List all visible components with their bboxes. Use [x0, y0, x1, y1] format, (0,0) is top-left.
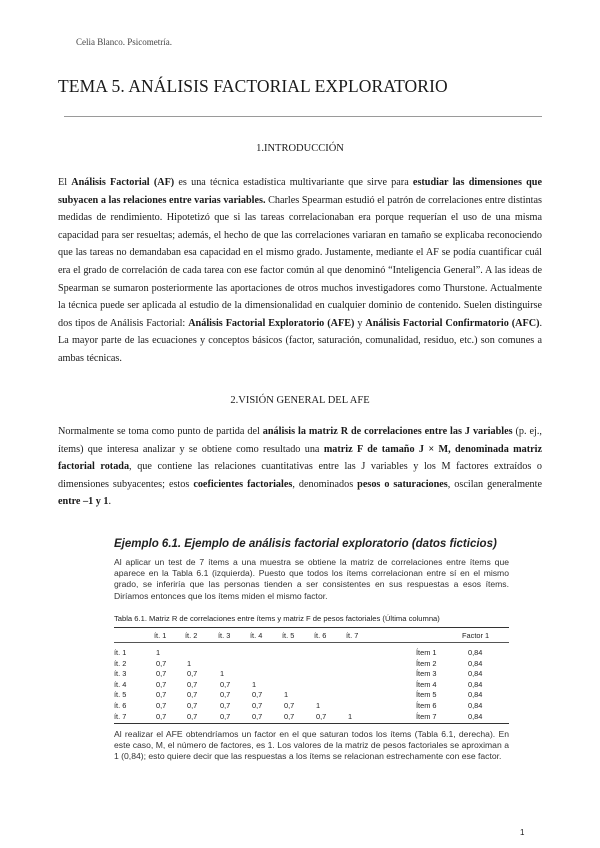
example-outro: Al realizar el AFE obtendríamos un factor en el que saturan todos los ítems (Tabla 6.1, derecha). En este caso, M, el número de factores, es 1. Los valores de la matriz de pesos factoriales se aproximan a 1 (0,84); esto quiere decir que las respuestas a los ítems se relacionan estrechamente con ese factor. — [114, 729, 509, 762]
loading-item-label: Ítem 5 — [416, 690, 437, 700]
table-row-label: ít. 4 — [114, 679, 127, 689]
table-top-rule — [114, 627, 509, 628]
table-cell: 0,7 — [220, 701, 231, 710]
table-cell: 0,7 — [187, 690, 198, 700]
table-cell: 1 — [252, 679, 257, 689]
loading-item-label: Ítem 6 — [416, 701, 437, 710]
table-cell: 0,7 — [187, 711, 198, 721]
loading-item-label: Ítem 2 — [416, 658, 437, 668]
table-col-header: ít. 3 — [218, 631, 231, 640]
table-cell: 0,7 — [187, 679, 198, 689]
table-col-header: ít. 5 — [282, 631, 295, 640]
table-row-label: ít. 7 — [114, 711, 127, 721]
table-cell: 0,7 — [156, 679, 167, 689]
table-row-label: ít. 6 — [114, 701, 127, 710]
table-cell: 0,7 — [156, 711, 167, 721]
table-cell: 0,7 — [252, 711, 263, 721]
table-cell: 1 — [348, 711, 353, 721]
loading-value: 0,84 — [468, 669, 483, 679]
table-col-header: ít. 1 — [154, 631, 167, 640]
table-cell: 0,7 — [220, 679, 231, 689]
table-bottom-rule — [114, 723, 509, 724]
table-row-label: ít. 3 — [114, 669, 127, 679]
text-run: Charles Spearman estudió el patrón de correlaciones entre distintas medidas de rendimiento. Hipotetizó que si las tareas correlacionaban era porque requerían el uso de una misma capacidad para ser resueltas; además, el hecho de que las correlaciones variaran en tamaño se explicaba reconociendo que las tareas no demandaban esa capacidad en el mismo grado. Justamente, mediante el AF se podía cuantificar cuál era el grado de correlación de cada tarea con ese factor común al que denominó “Inteligencia General”. A las ideas de Spearman se sumaron posteriormente las aportaciones de otros muchos investigadores como Thurstone. Actualmente la técnica puede ser aplicada al estudio de la dimensionalidad en cualquier dominio de contenido. Suelen distinguirse dos tipos de Análisis Factorial: — [58, 194, 542, 329]
table-col-header: ít. 7 — [346, 631, 359, 640]
table-row-label: ít. 2 — [114, 658, 127, 668]
header-note: Celia Blanco. Psicometría. — [76, 37, 172, 47]
table-cell: 0,7 — [187, 701, 198, 710]
table-cell: 0,7 — [284, 701, 295, 710]
bold-term: matriz F de tamaño J × M, denominada matriz factorial rotada — [58, 443, 542, 473]
table-row-label: ít. 5 — [114, 690, 127, 700]
text-run: Normalmente se toma como punto de partida del — [58, 426, 263, 437]
loading-value: 0,84 — [468, 679, 483, 689]
table-cell: 0,7 — [284, 711, 295, 721]
table-cell: 0,7 — [156, 658, 167, 668]
loading-value: 0,84 — [468, 701, 483, 710]
section-heading-vision-general: 2.VISIÓN GENERAL DEL AFE — [230, 395, 370, 406]
bold-term: coeficientes factoriales — [193, 478, 293, 490]
bold-term: estudiar las dimensiones que subyacen a las relaciones entre varias variables. — [58, 177, 542, 206]
loading-value: 0,84 — [468, 711, 483, 721]
text-run: y — [354, 317, 366, 329]
intro-paragraph — [58, 174, 542, 368]
text-run: . — [108, 496, 112, 508]
table-header-rule — [114, 642, 509, 643]
text-run: , denominados — [292, 478, 358, 490]
table-cell: 0,7 — [252, 690, 263, 700]
table-cell: 1 — [156, 648, 161, 657]
afe-overview-paragraph — [58, 423, 542, 511]
bold-term: Análisis Factorial (AF) — [71, 177, 175, 188]
loading-item-label: Ítem 3 — [416, 669, 437, 679]
table-cell: 1 — [187, 658, 192, 668]
table-col-header: ít. 6 — [314, 631, 327, 640]
table-cell: 1 — [284, 690, 289, 700]
table-cell: 0,7 — [156, 690, 167, 700]
bold-term: análisis la matriz R de correlaciones entre las J variables — [262, 426, 513, 437]
table-cell: 0,7 — [187, 669, 198, 679]
table-cell: 0,7 — [156, 669, 167, 679]
table-row-label: ít. 1 — [114, 648, 127, 657]
bold-term: Análisis Factorial Confirmatorio (AFC) — [365, 317, 540, 329]
text-run: . La mayor parte de las ecuaciones y conceptos básicos (factor, saturación, comunalidad, residuo, etc.) son comunes a ambas técnicas. — [58, 317, 543, 364]
bold-term: Análisis Factorial Exploratorio (AFE) — [188, 317, 355, 329]
table-caption: Tabla 6.1. Matriz R de correlaciones entre ítems y matriz F de pesos factoriales (Última columna) — [114, 614, 440, 623]
bold-term: pesos o saturaciones — [357, 478, 448, 490]
loading-item-label: Ítem 1 — [416, 648, 437, 657]
loading-value: 0,84 — [468, 690, 483, 700]
title-rule — [64, 116, 542, 117]
text-run: El — [58, 177, 72, 188]
example-title: Ejemplo 6.1. Ejemplo de análisis factorial exploratorio (datos ficticios) — [114, 538, 497, 550]
text-run: es una técnica estadística multivariante que sirve para — [174, 177, 413, 188]
text-run: , oscilan generalmente — [447, 478, 542, 490]
text-run: (p. ej., ítems) que interesa analizar y se obtiene como resultado una — [58, 426, 542, 455]
page-number: 1 — [520, 828, 525, 837]
table-col-header: ít. 4 — [250, 631, 263, 640]
table-cell: 0,7 — [316, 711, 327, 721]
loading-item-label: Ítem 7 — [416, 711, 437, 721]
table-col-header: ít. 2 — [185, 631, 198, 640]
section-heading-introduccion: 1.INTRODUCCIÓN — [256, 143, 344, 154]
loading-value: 0,84 — [468, 648, 483, 657]
loading-value: 0,84 — [468, 658, 483, 668]
table-cell: 0,7 — [220, 711, 231, 721]
table-cell: 0,7 — [220, 690, 231, 700]
table-cell: 0,7 — [252, 701, 263, 710]
table-cell: 1 — [220, 669, 225, 679]
example-figure — [106, 524, 518, 822]
table-factor-header: Factor 1 — [462, 631, 490, 640]
bold-term: entre –1 y 1 — [58, 496, 109, 508]
page-title: TEMA 5. ANÁLISIS FACTORIAL EXPLORATORIO — [58, 76, 448, 96]
example-intro: Al aplicar un test de 7 ítems a una muestra se obtiene la matriz de correlaciones entre ítems que aparece en la Tabla 6.1 (izquierda). Puesto que todos los ítems correlacionan entre sí en el mismo grado, se inferiría que las personas tienden a ser consistentes en sus respuestas a esos ítems. Diríamos entonces que los ítems miden el mismo factor. — [114, 557, 509, 601]
table-cell: 1 — [316, 701, 321, 710]
table-cell: 0,7 — [156, 701, 167, 710]
text-run: , que contiene las relaciones cuantitativas entre las J variables y los M factores extraídos o dimensiones subyacentes; estos — [58, 461, 542, 490]
loading-item-label: Ítem 4 — [416, 679, 437, 689]
